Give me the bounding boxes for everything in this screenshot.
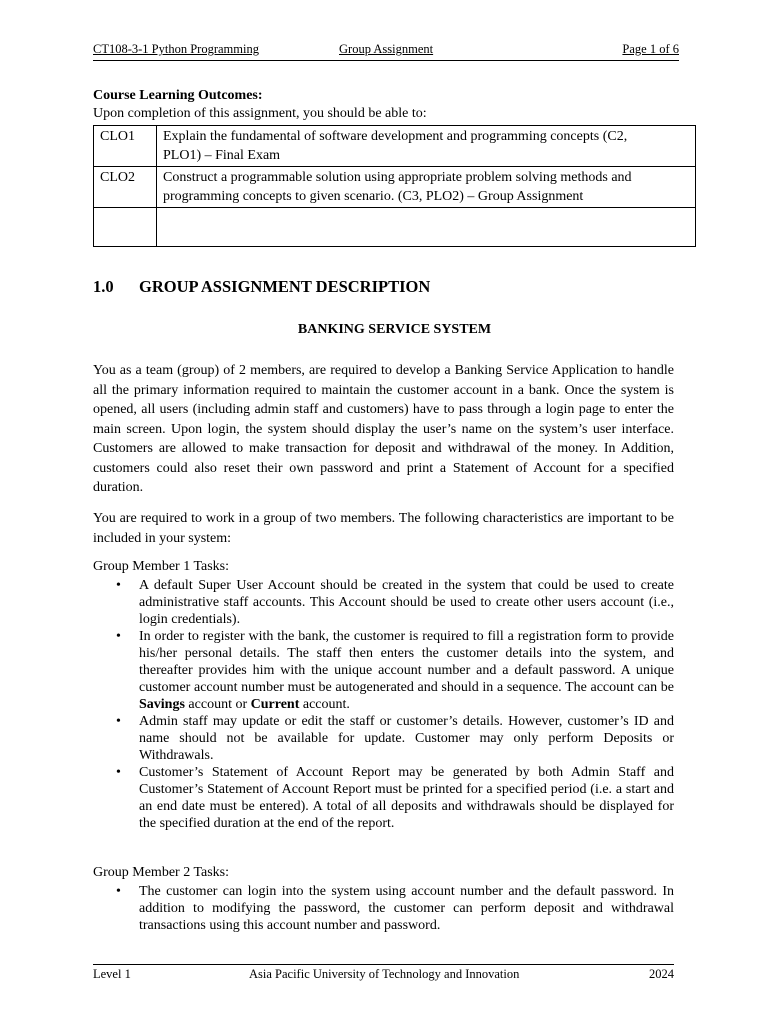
clo-row	[94, 126, 696, 167]
header-course: CT108-3-1 Python Programming	[93, 42, 259, 56]
clo-description-line: Explain the fundamental of software development and programming concepts (C2,	[163, 129, 628, 144]
clo-description-line: PLO1) – Final Exam	[163, 148, 281, 163]
requirements-paragraph: You are required to work in a group of two members. The following characteristics are important to be included in your system:	[93, 511, 674, 546]
page-footer	[93, 964, 674, 983]
task-text: account.	[299, 697, 350, 712]
group-member-1-label: Group Member 1 Tasks:	[93, 559, 230, 574]
footer-university: Asia Pacific University of Technology and Innovation	[249, 967, 520, 981]
page-header	[93, 42, 679, 61]
task-text: In order to register with the bank, the customer is required to fill a registration form to provide his/her personal details. The staff then enters the customer details into the system, and thereafter provides him with the unique account number and a default password. A unique customer account number must be autogenerated and should in a sequence. The account can be	[139, 629, 674, 695]
clo-code-empty	[94, 208, 157, 247]
bullet-icon: •	[116, 714, 121, 729]
list-item	[93, 713, 674, 764]
header-assignment: Group Assignment	[339, 42, 434, 56]
clo-description-empty	[157, 208, 696, 247]
task-text: The customer can login into the system using account number and the default password. In addition to modifying the password, the customer can perform deposit and withdrawal transactions using this account number and password.	[139, 884, 674, 933]
task-bold-term: Savings	[139, 697, 185, 712]
bullet-icon: •	[116, 765, 121, 780]
group-member-2-task-list	[93, 883, 674, 934]
task-text: Admin staff may update or edit the staff or customer’s details. However, customer’s ID and name should not be available for update. Customer may only perform Deposits or Withdrawals.	[139, 714, 674, 763]
description-paragraph: You as a team (group) of 2 members, are required to develop a Banking Service Application to handle all the primary information required to maintain the customer account in a bank. Once the system is opened, all users (including admin staff and customers) have to pass through a login page to enter the main screen. Upon login, the system should display the user’s name on the system’s user interface. Customers are allowed to make transaction for deposit and withdrawal of the money. In Addition, customers could also reset their own password and print a Statement of Account for a specified duration.	[93, 363, 674, 495]
clo-code: CLO2	[94, 167, 157, 208]
clo-row-empty	[94, 208, 696, 247]
list-item	[93, 883, 674, 934]
bullet-icon: •	[116, 629, 121, 644]
bullet-icon: •	[116, 578, 121, 593]
section-heading	[93, 277, 430, 297]
task-bold-term: Current	[250, 697, 300, 712]
clo-description	[157, 167, 696, 208]
clo-row	[94, 167, 696, 208]
task-text: account or	[184, 697, 251, 712]
system-title: BANKING SERVICE SYSTEM	[297, 322, 492, 337]
section-number: 1.0	[93, 277, 114, 296]
clo-description-line: programming concepts to given scenario. (C3, PLO2) – Group Assignment	[163, 189, 584, 204]
bullet-icon: •	[116, 884, 121, 899]
footer-level: Level 1	[93, 967, 131, 981]
footer-year: 2024	[649, 967, 674, 981]
header-page-number: Page 1 of 6	[622, 42, 679, 56]
clo-code: CLO1	[94, 126, 157, 167]
clo-title: Course Learning Outcomes:	[93, 88, 263, 103]
clo-description-line: Construct a programmable solution using appropriate problem solving methods and	[163, 170, 632, 185]
list-item	[93, 577, 674, 628]
section-title: GROUP ASSIGNMENT DESCRIPTION	[139, 277, 431, 296]
task-text: Customer’s Statement of Account Report may be generated by both Admin Staff and Customer’s Statement of Account Report must be printed for a specified period (i.e. a start and an end date must be entered). A total of all deposits and withdrawals should be displayed for the specified duration at the end of the report.	[139, 765, 674, 831]
group-member-1-task-list	[93, 577, 674, 832]
list-item	[93, 764, 674, 832]
group-member-2-label: Group Member 2 Tasks:	[93, 865, 230, 880]
clo-description	[157, 126, 696, 167]
clo-intro: Upon completion of this assignment, you should be able to:	[93, 106, 427, 121]
task-text: A default Super User Account should be created in the system that could be used to create administrative staff accounts. This Account should be used to create other users account (i.e., login credentials).	[139, 578, 674, 627]
list-item	[93, 628, 674, 713]
clo-table	[93, 125, 696, 247]
